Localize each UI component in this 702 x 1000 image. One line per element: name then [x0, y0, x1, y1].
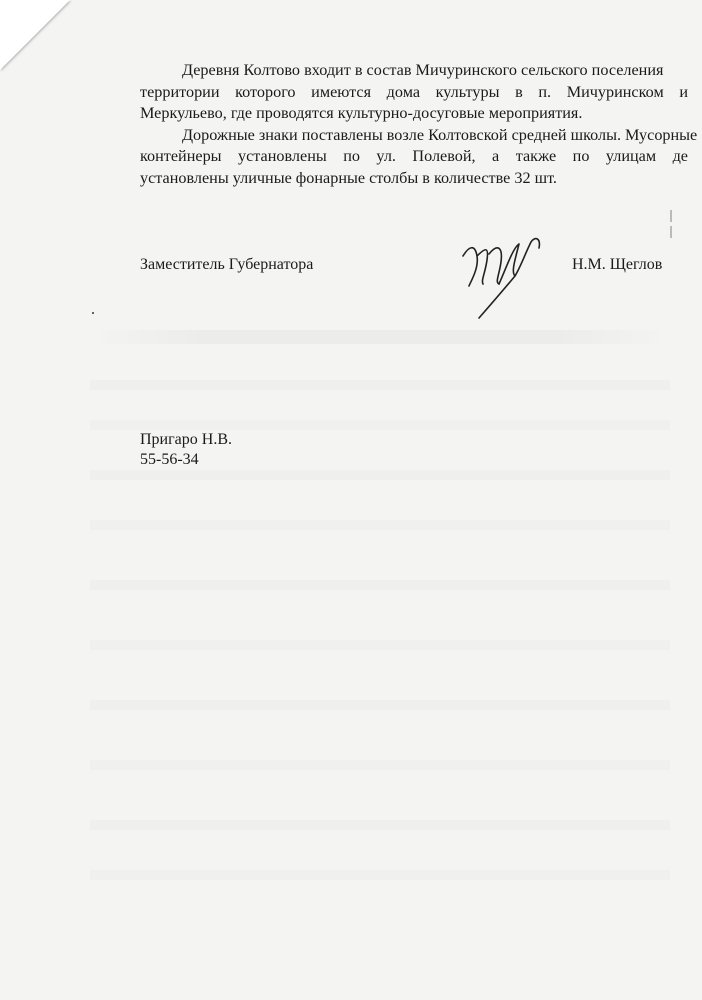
stray-mark: [92, 312, 94, 314]
paragraph-2: [140, 125, 702, 190]
text-line: Деревня Колтово входит в состав Мичуринского сельского поселения: [182, 61, 664, 79]
executor-block: [140, 430, 232, 470]
handwritten-signature: [455, 226, 565, 326]
text-line: контейнеры установлены по ул. Полевой, а также по улицам де: [140, 147, 688, 165]
signatory-name: Н.М. Щеглов: [572, 256, 663, 273]
edge-mark: [670, 226, 672, 238]
letter-body: [140, 60, 702, 189]
executor-phone: 55-56-34: [140, 451, 199, 468]
paragraph-1: [140, 60, 702, 125]
folded-corner: [0, 0, 70, 70]
text-line: Дорожные знаки поставлены возле Колтовской средней школы. Мусорные: [182, 125, 698, 144]
executor-name: Пригаро Н.В.: [140, 431, 233, 448]
edge-mark: [670, 210, 672, 222]
text-line: установлены уличные фонарные столбы в количестве 32 шт.: [140, 168, 557, 187]
text-line: территории которого имеются дома культуры в п. Мичуринском и: [140, 82, 688, 101]
text-line: Меркульево, где проводятся культурно-досуговые мероприятия.: [140, 104, 583, 122]
signatory-position: Заместитель Губернатора: [140, 256, 314, 273]
